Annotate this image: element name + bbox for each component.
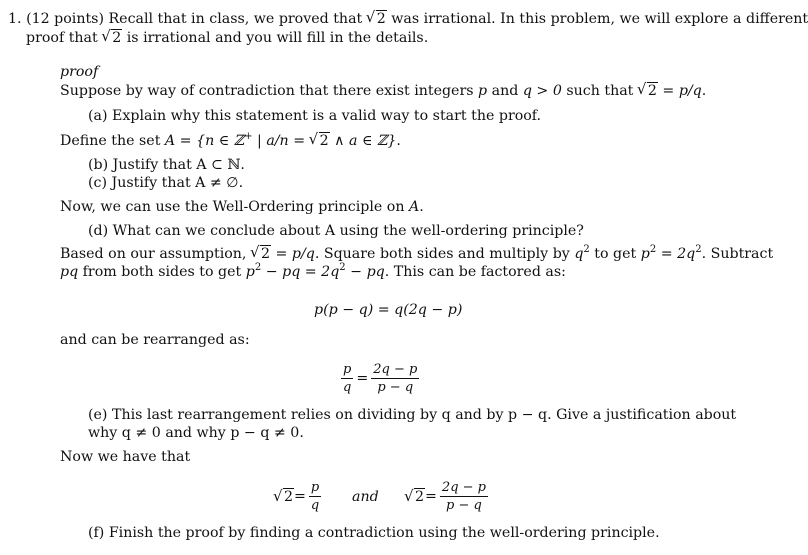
define-set-line: Define the set A = {n ∈ ℤ+ | a/n = √ 2 ∧ a ∈ ℤ}. [60, 132, 401, 150]
assumption-line-2: pq from both sides to get $p^2$ − pq = $2q^2$ − pq. This can be factored as: [60, 262, 566, 280]
problem-line-1: 1. (12 points) Recall that in class, we proved that √ 2 was irrational. In this problem, we will explore a different [8, 10, 808, 28]
fraction-p-over-q: $\frac{p}{q}$ [343, 362, 352, 395]
part-b: (b) Justify that A ⊂ ℕ. [88, 157, 245, 173]
fraction-2q-p-over-p-q: $\frac{2q - p}{p - q}$ [373, 362, 418, 395]
rearranged-label: and can be rearranged as: [60, 332, 250, 348]
sqrt-2: √ 2 [310, 132, 330, 150]
sqrt-2: √ 2 [405, 489, 425, 505]
part-d: (d) What can we conclude about A using the well-ordering principle? [88, 223, 584, 239]
part-c: (c) Justify that A ≠ ∅. [88, 175, 244, 191]
part-a: (a) Explain why this statement is a valid way to start the proof. [88, 108, 542, 124]
factored-equation: p(p − q) = q(2q − p) [314, 302, 463, 318]
now-have-label: Now we have that [60, 449, 191, 465]
problem-number: 1. [8, 11, 22, 27]
fraction-equation: $\frac{p}{q}$ = $\frac{2q - p}{p - q}$ [343, 362, 418, 395]
fraction-p-over-q: $\frac{p}{q}$ [310, 480, 320, 513]
suppose-line: Suppose by way of contradiction that there exist integers p and q > 0 such that √ 2 = p/q. [60, 82, 706, 100]
problem-line-2: proof that √ 2 is irrational and you will fill in the details. [26, 29, 428, 47]
sqrt-2: √ 2 [251, 245, 271, 263]
problem-text: (12 points) Recall that in class, we proved that [26, 11, 367, 27]
part-e-line-2: why q ≠ 0 and why p − q ≠ 0. [88, 425, 304, 441]
sqrt-2: √ 2 [638, 82, 658, 100]
sqrt-2: √ 2 [274, 489, 294, 505]
sqrt-eq-fraction: √ 2= $\frac{2q - p}{p - q}$ [405, 480, 491, 513]
part-e-line-1: (e) This last rearrangement relies on dividing by q and by p − q. Give a justification about [88, 407, 737, 423]
sqrt-2: √ 2 [102, 29, 122, 47]
sqrt-2: √ 2 [367, 10, 387, 28]
assumption-line-1: Based on our assumption, √ 2 = p/q. Square both sides and multiply by $q^2$ to get $p^2 = 2q^2$. Subtract [60, 245, 773, 263]
fraction-2q-p-over-p-q: $\frac{2q - p}{p - q}$ [441, 480, 486, 513]
and-word: and [352, 489, 379, 505]
sqrt-eq-p-over-q: √ 2= $\frac{p}{q}$ [274, 480, 324, 513]
well-ordering-line: Now, we can use the Well-Ordering principle on A. [60, 199, 424, 215]
proof-label: proof [60, 64, 99, 80]
part-f: (f) Finish the proof by finding a contradiction using the well-ordering principle. [88, 525, 660, 541]
